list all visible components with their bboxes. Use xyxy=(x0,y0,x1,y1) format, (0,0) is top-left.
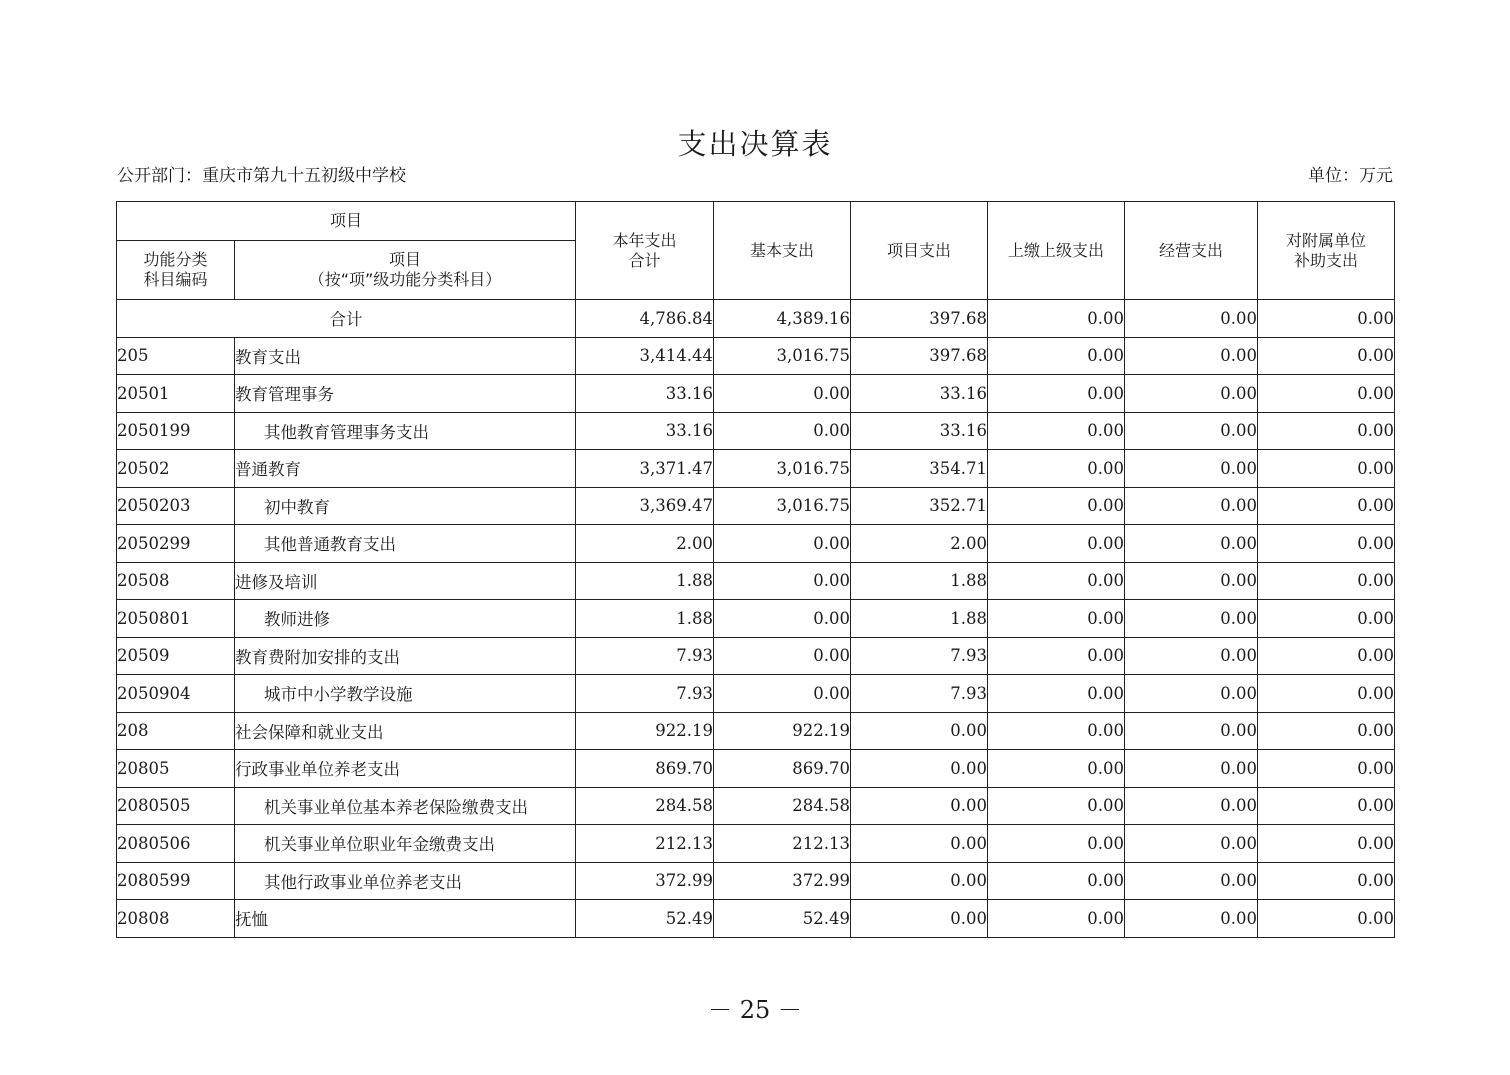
row-value: 212.13 xyxy=(714,825,851,863)
row-name: 其他普通教育支出 xyxy=(235,525,576,563)
row-value: 0.00 xyxy=(1258,750,1395,788)
total-value: 397.68 xyxy=(851,300,988,338)
table-row xyxy=(117,675,1395,713)
row-code: 2080505 xyxy=(117,787,235,825)
row-name: 抚恤 xyxy=(235,900,576,938)
row-value: 33.16 xyxy=(851,375,988,413)
row-value: 0.00 xyxy=(988,337,1125,375)
row-value: 2.00 xyxy=(851,525,988,563)
header-basic: 基本支出 xyxy=(714,202,851,300)
expenditure-table xyxy=(116,201,1395,938)
header-upper: 上缴上级支出 xyxy=(988,202,1125,300)
row-code: 20805 xyxy=(117,750,235,788)
row-value: 0.00 xyxy=(1125,412,1258,450)
row-value: 0.00 xyxy=(1125,600,1258,638)
document-title: 支出决算表 xyxy=(677,127,833,161)
table-row xyxy=(117,412,1395,450)
row-value: 0.00 xyxy=(1258,712,1395,750)
row-value: 0.00 xyxy=(714,637,851,675)
row-value: 0.00 xyxy=(714,562,851,600)
row-value: 1.88 xyxy=(851,562,988,600)
row-value: 0.00 xyxy=(1258,600,1395,638)
row-code: 2050801 xyxy=(117,600,235,638)
table-row xyxy=(117,375,1395,413)
total-value: 4,786.84 xyxy=(576,300,714,338)
row-code: 205 xyxy=(117,337,235,375)
table-row xyxy=(117,525,1395,563)
table-row xyxy=(117,562,1395,600)
row-value: 1.88 xyxy=(576,600,714,638)
unit-label: 单位：万元 xyxy=(1308,166,1393,186)
row-value: 0.00 xyxy=(714,525,851,563)
row-value: 0.00 xyxy=(851,787,988,825)
row-value: 352.71 xyxy=(851,487,988,525)
row-code: 20509 xyxy=(117,637,235,675)
row-name: 行政事业单位养老支出 xyxy=(235,750,576,788)
row-value: 0.00 xyxy=(988,600,1125,638)
row-value: 0.00 xyxy=(1258,525,1395,563)
department-label: 公开部门：重庆市第九十五初级中学校 xyxy=(117,166,406,186)
row-value: 0.00 xyxy=(988,375,1125,413)
row-value: 2.00 xyxy=(576,525,714,563)
row-value: 0.00 xyxy=(988,862,1125,900)
page-number: － 25 － xyxy=(708,996,802,1024)
row-value: 0.00 xyxy=(1258,562,1395,600)
row-value: 0.00 xyxy=(714,375,851,413)
row-value: 397.68 xyxy=(851,337,988,375)
row-code: 2080599 xyxy=(117,862,235,900)
row-code: 2050199 xyxy=(117,412,235,450)
row-value: 0.00 xyxy=(1125,337,1258,375)
row-value: 33.16 xyxy=(851,412,988,450)
row-name: 社会保障和就业支出 xyxy=(235,712,576,750)
table-row xyxy=(117,600,1395,638)
row-name: 城市中小学教学设施 xyxy=(235,675,576,713)
row-name: 教育支出 xyxy=(235,337,576,375)
row-value: 3,414.44 xyxy=(576,337,714,375)
row-value: 0.00 xyxy=(1125,825,1258,863)
row-value: 0.00 xyxy=(1125,712,1258,750)
row-value: 0.00 xyxy=(1258,375,1395,413)
row-value: 0.00 xyxy=(1125,675,1258,713)
row-value: 372.99 xyxy=(576,862,714,900)
row-code: 20501 xyxy=(117,375,235,413)
row-value: 7.93 xyxy=(851,675,988,713)
row-name: 教育费附加安排的支出 xyxy=(235,637,576,675)
row-value: 0.00 xyxy=(1125,637,1258,675)
table-row xyxy=(117,900,1395,938)
row-value: 0.00 xyxy=(1125,562,1258,600)
row-value: 0.00 xyxy=(851,900,988,938)
row-value: 0.00 xyxy=(1258,450,1395,488)
row-value: 0.00 xyxy=(1258,675,1395,713)
row-value: 0.00 xyxy=(1125,787,1258,825)
total-row xyxy=(117,300,1395,338)
row-name: 初中教育 xyxy=(235,487,576,525)
header-operation: 经营支出 xyxy=(1125,202,1258,300)
row-value: 0.00 xyxy=(714,675,851,713)
row-code: 2050904 xyxy=(117,675,235,713)
row-value: 0.00 xyxy=(988,712,1125,750)
row-name: 教师进修 xyxy=(235,600,576,638)
total-value: 0.00 xyxy=(1125,300,1258,338)
table-row xyxy=(117,337,1395,375)
row-value: 0.00 xyxy=(1258,487,1395,525)
row-value: 0.00 xyxy=(1125,487,1258,525)
row-value: 3,369.47 xyxy=(576,487,714,525)
row-value: 0.00 xyxy=(1125,450,1258,488)
header-total: 本年支出 合计 xyxy=(576,202,714,300)
row-value: 52.49 xyxy=(714,900,851,938)
header-code: 功能分类 科目编码 xyxy=(117,241,235,300)
row-value: 0.00 xyxy=(988,750,1125,788)
row-name: 其他行政事业单位养老支出 xyxy=(235,862,576,900)
row-value: 7.93 xyxy=(576,675,714,713)
table-body xyxy=(117,300,1395,938)
row-value: 7.93 xyxy=(576,637,714,675)
header-project-group: 项目 xyxy=(117,202,576,241)
row-value: 0.00 xyxy=(1125,862,1258,900)
row-value: 0.00 xyxy=(1258,337,1395,375)
row-value: 0.00 xyxy=(988,412,1125,450)
row-value: 0.00 xyxy=(1258,787,1395,825)
header-name: 项目 （按“项”级功能分类科目） xyxy=(235,241,576,300)
row-value: 922.19 xyxy=(714,712,851,750)
row-name: 机关事业单位基本养老保险缴费支出 xyxy=(235,787,576,825)
table-row xyxy=(117,712,1395,750)
table-row xyxy=(117,750,1395,788)
row-value: 372.99 xyxy=(714,862,851,900)
row-value: 0.00 xyxy=(988,675,1125,713)
row-value: 284.58 xyxy=(714,787,851,825)
table-row xyxy=(117,825,1395,863)
total-label: 合计 xyxy=(117,300,576,338)
row-value: 0.00 xyxy=(1125,375,1258,413)
total-value: 4,389.16 xyxy=(714,300,851,338)
row-code: 2050299 xyxy=(117,525,235,563)
row-value: 7.93 xyxy=(851,637,988,675)
row-value: 212.13 xyxy=(576,825,714,863)
row-value: 284.58 xyxy=(576,787,714,825)
row-value: 1.88 xyxy=(576,562,714,600)
row-value: 52.49 xyxy=(576,900,714,938)
header-subsidy: 对附属单位 补助支出 xyxy=(1258,202,1395,300)
table-row xyxy=(117,487,1395,525)
row-code: 2080506 xyxy=(117,825,235,863)
row-value: 33.16 xyxy=(576,375,714,413)
row-value: 0.00 xyxy=(851,862,988,900)
row-name: 其他教育管理事务支出 xyxy=(235,412,576,450)
row-value: 0.00 xyxy=(988,825,1125,863)
row-value: 1.88 xyxy=(851,600,988,638)
row-value: 0.00 xyxy=(1258,900,1395,938)
row-code: 20808 xyxy=(117,900,235,938)
row-value: 3,016.75 xyxy=(714,450,851,488)
row-value: 0.00 xyxy=(1258,862,1395,900)
row-value: 0.00 xyxy=(851,750,988,788)
row-value: 0.00 xyxy=(988,562,1125,600)
row-code: 20508 xyxy=(117,562,235,600)
total-value: 0.00 xyxy=(1258,300,1395,338)
table-row xyxy=(117,862,1395,900)
row-name: 普通教育 xyxy=(235,450,576,488)
row-value: 0.00 xyxy=(988,900,1125,938)
row-value: 0.00 xyxy=(714,600,851,638)
row-value: 0.00 xyxy=(851,825,988,863)
row-value: 0.00 xyxy=(1125,750,1258,788)
row-value: 3,016.75 xyxy=(714,337,851,375)
row-value: 0.00 xyxy=(988,525,1125,563)
row-value: 0.00 xyxy=(1258,412,1395,450)
row-value: 0.00 xyxy=(988,450,1125,488)
row-value: 869.70 xyxy=(576,750,714,788)
row-value: 0.00 xyxy=(851,712,988,750)
row-value: 0.00 xyxy=(714,412,851,450)
row-value: 0.00 xyxy=(1258,637,1395,675)
row-value: 0.00 xyxy=(1125,900,1258,938)
row-value: 0.00 xyxy=(988,787,1125,825)
row-name: 进修及培训 xyxy=(235,562,576,600)
row-value: 3,371.47 xyxy=(576,450,714,488)
row-value: 3,016.75 xyxy=(714,487,851,525)
row-name: 机关事业单位职业年金缴费支出 xyxy=(235,825,576,863)
row-value: 0.00 xyxy=(1125,525,1258,563)
header-project: 项目支出 xyxy=(851,202,988,300)
row-value: 0.00 xyxy=(988,637,1125,675)
row-code: 2050203 xyxy=(117,487,235,525)
row-value: 0.00 xyxy=(1258,825,1395,863)
row-value: 922.19 xyxy=(576,712,714,750)
table-row xyxy=(117,637,1395,675)
row-value: 0.00 xyxy=(988,487,1125,525)
table-row xyxy=(117,450,1395,488)
row-code: 208 xyxy=(117,712,235,750)
total-value: 0.00 xyxy=(988,300,1125,338)
row-value: 869.70 xyxy=(714,750,851,788)
row-code: 20502 xyxy=(117,450,235,488)
table-row xyxy=(117,787,1395,825)
row-name: 教育管理事务 xyxy=(235,375,576,413)
row-value: 33.16 xyxy=(576,412,714,450)
row-value: 354.71 xyxy=(851,450,988,488)
